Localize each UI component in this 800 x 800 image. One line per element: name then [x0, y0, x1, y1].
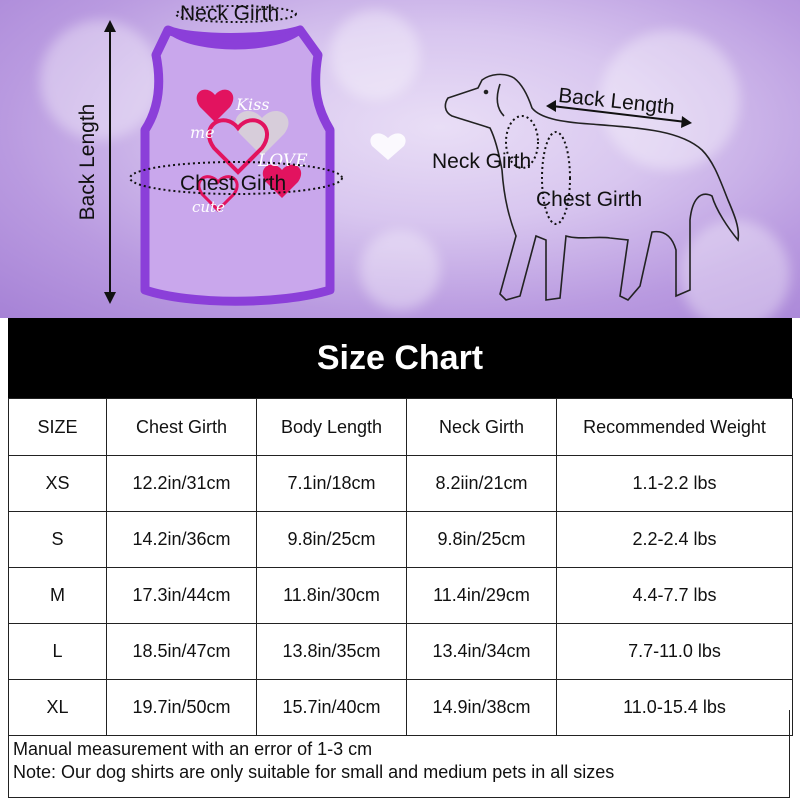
- header-chest-girth: Chest Girth: [107, 399, 257, 456]
- cell-size: XL: [9, 680, 107, 736]
- cell-size: L: [9, 624, 107, 680]
- cell-body-length: 9.8in/25cm: [257, 512, 407, 568]
- cell-neck-girth: 13.4in/34cm: [407, 624, 557, 680]
- arrow-up-icon: [104, 20, 116, 32]
- size-chart-title: Size Chart: [8, 318, 792, 398]
- heart-bokeh-icon: [370, 133, 405, 160]
- shirt-back-length-label: Back Length: [76, 103, 99, 221]
- cell-body-length: 7.1in/18cm: [257, 456, 407, 512]
- cell-weight: 1.1-2.2 lbs: [557, 456, 793, 512]
- cell-neck-girth: 8.2iin/21cm: [407, 456, 557, 512]
- table-row: [9, 456, 793, 512]
- print-text-kiss: Kiss: [236, 95, 270, 114]
- note-suitability: Note: Our dog shirts are only suitable for small and medium pets in all sizes: [13, 762, 615, 782]
- print-text-me: me: [190, 123, 215, 142]
- cell-weight: 2.2-2.4 lbs: [557, 512, 793, 568]
- cell-body-length: 13.8in/35cm: [257, 624, 407, 680]
- dog-chest-girth-label: Chest Girth: [536, 188, 643, 211]
- dog-back-length-label: Back Length: [557, 83, 676, 120]
- dog-neck-girth-label: Neck Girth: [432, 150, 532, 173]
- cell-weight: 11.0-15.4 lbs: [557, 680, 793, 736]
- cell-size: XS: [9, 456, 107, 512]
- cell-size: M: [9, 568, 107, 624]
- header-body-length: Body Length: [257, 399, 407, 456]
- arrow-down-icon: [104, 292, 116, 304]
- cell-neck-girth: 9.8in/25cm: [407, 512, 557, 568]
- cell-chest-girth: 19.7in/50cm: [107, 680, 257, 736]
- header-recommended-weight: Recommended Weight: [557, 399, 793, 456]
- cell-chest-girth: 12.2in/31cm: [107, 456, 257, 512]
- arrow-left-icon: [546, 100, 556, 112]
- measurement-notes: [8, 710, 790, 798]
- cell-neck-girth: 14.9in/38cm: [407, 680, 557, 736]
- header-neck-girth: Neck Girth: [407, 399, 557, 456]
- cell-body-length: 11.8in/30cm: [257, 568, 407, 624]
- cell-chest-girth: 18.5in/47cm: [107, 624, 257, 680]
- size-table: [8, 398, 793, 736]
- shirt-chest-girth-label: Chest Girth: [180, 172, 287, 195]
- measurement-illustration: [0, 0, 800, 318]
- table-row: [9, 624, 793, 680]
- cell-neck-girth: 11.4in/29cm: [407, 568, 557, 624]
- cell-weight: 4.4-7.7 lbs: [557, 568, 793, 624]
- cell-body-length: 15.7in/40cm: [257, 680, 407, 736]
- print-text-cute: cute: [192, 198, 225, 216]
- cell-chest-girth: 14.2in/36cm: [107, 512, 257, 568]
- cell-size: S: [9, 512, 107, 568]
- shirt-neck-girth-label: Neck Girth: [180, 2, 280, 25]
- cell-chest-girth: 17.3in/44cm: [107, 568, 257, 624]
- illustration-drawing: [0, 0, 800, 318]
- header-size: SIZE: [9, 399, 107, 456]
- print-text-love: LOVE: [258, 151, 308, 171]
- table-row: [9, 568, 793, 624]
- table-header-row: [9, 399, 793, 456]
- table-row: [9, 512, 793, 568]
- cell-weight: 7.7-11.0 lbs: [557, 624, 793, 680]
- size-chart: [0, 318, 800, 800]
- shirt-graphic: [145, 30, 330, 301]
- note-measurement-error: Manual measurement with an error of 1-3 cm: [13, 739, 373, 759]
- arrow-right-icon: [681, 116, 692, 128]
